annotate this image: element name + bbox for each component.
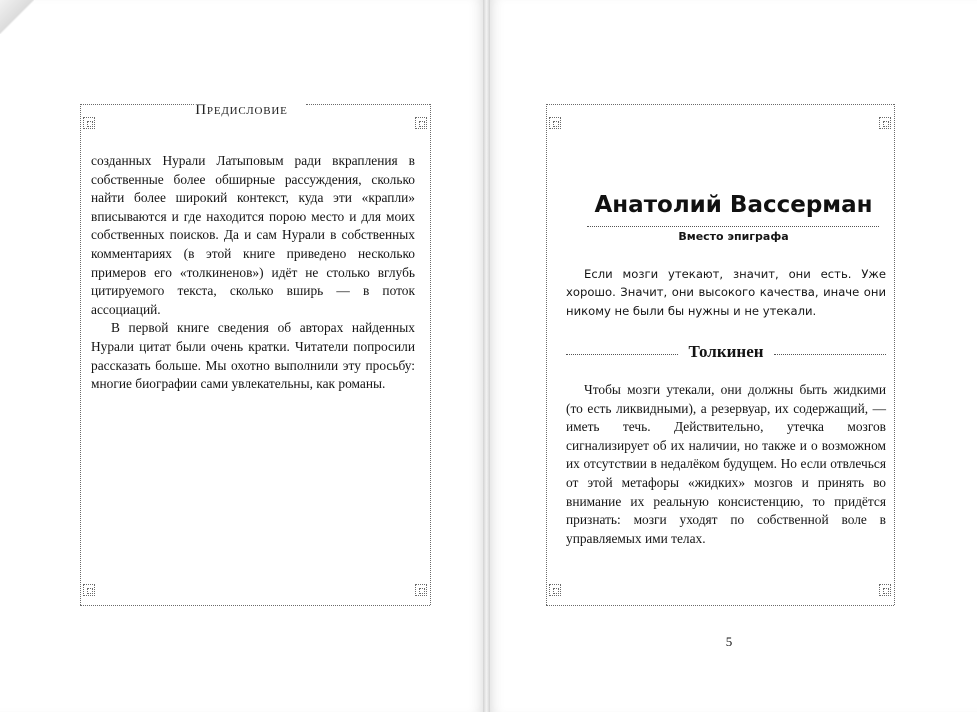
frame-bottom: [80, 605, 430, 606]
book-gutter: [483, 0, 490, 712]
frame-left: [546, 104, 547, 605]
page-number: 5: [725, 634, 733, 649]
paragraph: созданных Нурали Латыповым ради вкрапления в собственные более обширные рассуждения, сколько найти более широкий контекст, куда эти «крапли» вписываются и где находится порою место и для моих собственных поисков. Да и сам Нурали в собственных комментариях (в этой книге приведено несколько примеров его «толкиненов») идёт не столько вглубь цитируемого текста, сколько вширь — в поток ассоциаций.: [91, 153, 415, 317]
frame-corner-ornament-icon: [879, 584, 891, 596]
frame-right: [894, 104, 895, 605]
paragraph: Чтобы мозги утекали, они должны быть жидкими (то есть ликвидными), а резервуар, их содержащий, — иметь течь. Действительно, утечка мозгов сигнализирует об их наличии, но также и о возможном их отсутствии в недалёком будущем. Но если отвлечься от этой метафоры «жидких» мозгов и принять во внимание их реальную консистенцию, то придётся признать: мозги уходят по собственной воле в управляемых ими телах.: [566, 382, 886, 546]
frame-left: [80, 104, 81, 605]
heading-rule-right: [774, 354, 886, 355]
frame-right: [430, 104, 431, 605]
frame-corner-ornament-icon: [415, 584, 427, 596]
section-heading: [566, 342, 886, 364]
author-name: Анатолий Вассерман: [594, 192, 873, 218]
frame-corner-ornament-icon: [83, 584, 95, 596]
epigraph-label: Вместо эпиграфа: [678, 230, 789, 243]
frame-corner-ornament-icon: [549, 584, 561, 596]
frame-corner-ornament-icon: [879, 117, 891, 129]
page-corner-curl: [0, 0, 34, 34]
epigraph: [566, 265, 886, 320]
epigraph-text: Если мозги утекают, значит, они есть. Уже хорошо. Значит, они высокого качества, иначе они никому не были бы нужны и не утекали.: [566, 267, 886, 318]
section-title: Толкинен: [688, 342, 764, 361]
frame-corner-ornament-icon: [549, 117, 561, 129]
frame-top: [546, 104, 894, 105]
right-page-body: [566, 381, 886, 548]
frame-bottom: [546, 605, 894, 606]
running-head: Предисловие: [195, 102, 288, 118]
paragraph: В первой книге сведения об авторах найденных Нурали цитат были очень кратки. Читатели попросили рассказать больше. Мы охотно выполнили эту просьбу: многие биографии сами увлекательны, как романы.: [91, 320, 415, 392]
left-page-body: [91, 152, 415, 394]
author-underline: [587, 226, 879, 227]
